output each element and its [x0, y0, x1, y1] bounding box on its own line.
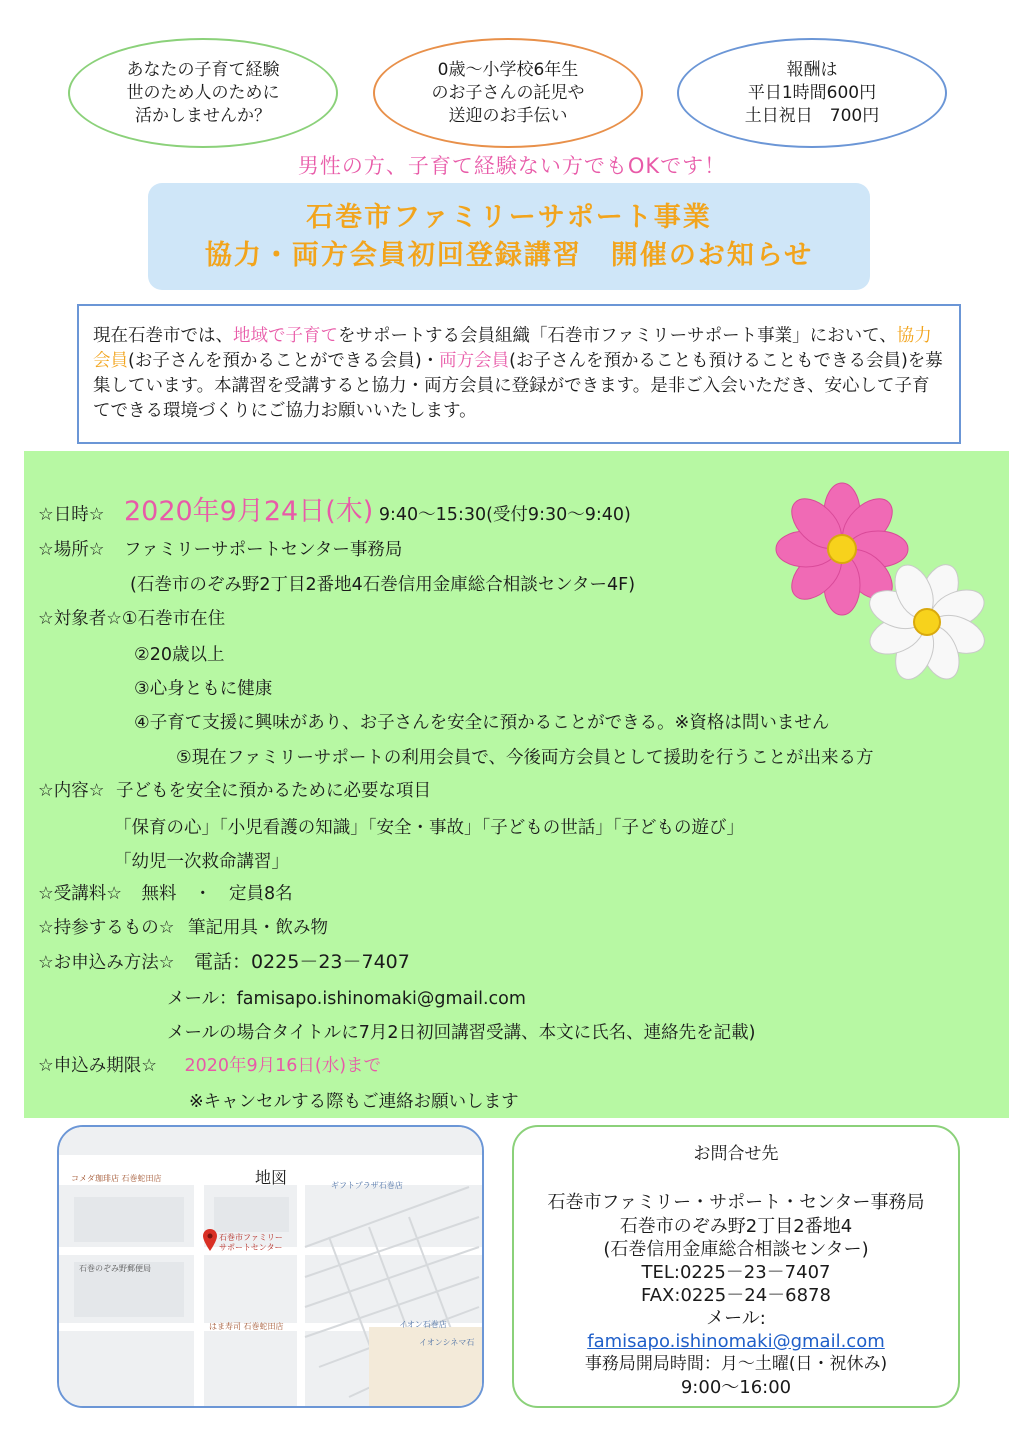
contact-mail-link[interactable]: famisapo.ishinomaki@gmail.com: [587, 1331, 885, 1352]
target-5: ⑤現在ファミリーサポートの利用会員で、今後両方会員として援助を行うことが出来る方: [176, 748, 874, 768]
fee-row: [38, 882, 293, 906]
event-time: 9:40～15:30(受付9:30～9:40): [378, 505, 631, 525]
intro-text: をサポートする会員組織「石巻市ファミリーサポート事業」において、: [338, 326, 897, 346]
bubble-support: [373, 38, 643, 148]
content-label: ☆内容☆: [38, 781, 105, 801]
apply-label: ☆お申込み方法☆: [38, 953, 175, 973]
intro-text: 現在石巻市では、: [93, 326, 233, 346]
map-label-post: 石巻のぞみ野郵便局: [79, 1264, 151, 1273]
bubble-experience: [68, 38, 338, 148]
place-address: (石巻市のぞみ野2丁目2番地4石巻信用金庫総合相談センター4F): [130, 575, 636, 595]
map-label-center-2: サポートセンター: [219, 1243, 283, 1252]
map-label-coffee: コメダ珈琲店 石巻蛇田店: [71, 1174, 162, 1183]
bring-text: 筆記用具・飲み物: [187, 918, 328, 938]
content-items: 「保育の心」「小児看護の知識」「安全・事故」「子どもの世話」「子どもの遊び」: [114, 818, 744, 838]
intro-highlight-cooperation: 協力会員: [93, 326, 932, 371]
map-label-center-1: 石巻市ファミリー: [219, 1233, 283, 1242]
intro-highlight-community: 地域で子育て: [233, 326, 338, 346]
map-label-gift: ギフトプラザ石巻店: [331, 1181, 403, 1190]
title-banner: [148, 183, 870, 290]
bubble-text: 送迎のお手伝い: [448, 105, 568, 126]
apply-mail: メール：famisapo.ishinomaki@gmail.com: [167, 989, 526, 1009]
contact-mail-label: メール:: [706, 1308, 766, 1329]
event-date: 2020年9月24日(木): [123, 496, 374, 527]
target-label: ☆対象者☆: [38, 609, 122, 629]
datetime-row: [38, 496, 631, 527]
target-1: ①石巻市在住: [121, 609, 226, 629]
bubble-text: 報酬は: [786, 59, 838, 80]
title-line-1: 石巻市ファミリーサポート事業: [306, 201, 712, 233]
apply-row: [38, 950, 410, 975]
contact-heading: お問合せ先: [693, 1144, 779, 1164]
title-line-2: 協力・両方会員初回登録講習 開催のお知らせ: [204, 239, 814, 271]
content-items-2: 「幼児一次救命講習」: [114, 852, 289, 872]
contact-hours: 9:00～16:00: [680, 1377, 792, 1398]
contact-org: 石巻市ファミリー・サポート・センター事務局: [547, 1192, 925, 1213]
map-title: 地図: [255, 1168, 288, 1187]
map-box: [57, 1125, 484, 1408]
place-label: ☆場所☆: [38, 540, 105, 560]
target-2: ②20歳以上: [134, 645, 225, 665]
target-4: ④子育て支援に興味があり、お子さんを安全に預かることができる。※資格は問いません: [134, 713, 830, 733]
contact-box: [512, 1125, 960, 1408]
map-label-aeon: イオン石巻店: [399, 1320, 447, 1329]
intro-text: (お子さんを預かることも預けることもできる会員)を募集しています。本講習を受講すると協力・両方会員に登録ができます。是非ご入会いただき、安心して子育てできる環境づくりにご協力お願いいたします。: [93, 351, 943, 421]
place-row: [38, 538, 402, 562]
contact-hours-label: 事務局開局時間：月～土曜(日・祝休み): [584, 1354, 888, 1374]
bubble-text: 活かしませんか？: [135, 105, 271, 126]
details-panel: [24, 451, 1009, 1118]
target-3: ③心身ともに健康: [134, 679, 273, 699]
contact-fax: FAX:0225－24－6878: [641, 1285, 831, 1306]
map-label-cinema: イオンシネマ石: [419, 1338, 475, 1347]
intro-box: [77, 304, 961, 444]
white-cosmos-flower-icon: [862, 557, 992, 687]
contact-building: (石巻信用金庫総合相談センター): [603, 1239, 869, 1260]
bubble-text: 土日祝日 700円: [744, 105, 880, 126]
target-row: [38, 607, 225, 631]
fee-text: 無料 ・ 定員8名: [141, 884, 293, 904]
deadline-row: [38, 1054, 381, 1078]
map-pin-icon: [203, 1229, 217, 1251]
place-name: ファミリーサポートセンター事務局: [123, 540, 403, 560]
bubble-text: 世のため人のために: [126, 82, 280, 103]
bubble-text: 平日1時間600円: [747, 82, 877, 103]
bubble-text: 0歳～小学校6年生: [437, 59, 579, 80]
deadline-label: ☆申込み期限☆: [38, 1056, 157, 1076]
bubble-text: のお子さんの託児や: [431, 82, 585, 103]
map-label-sushi: はま寿司 石巻蛇田店: [209, 1322, 284, 1331]
fee-label: ☆受講料☆: [38, 884, 122, 904]
bubble-text: あなたの子育て経験: [126, 59, 280, 80]
contact-tel: TEL:0225－23－7407: [641, 1262, 831, 1283]
deadline-date: 2020年9月16日(水)まで: [184, 1056, 382, 1076]
cancel-note: ※キャンセルする際もご連絡お願いします: [189, 1092, 519, 1112]
tagline: 男性の方、子育て経験ない方でもOKです！: [297, 154, 727, 178]
bubble-reward: [677, 38, 947, 148]
map-label-center: [219, 1233, 283, 1253]
intro-text: (お子さんを預かることができる会員)・: [128, 351, 440, 371]
apply-phone: 電話：0225－23－7407: [193, 951, 410, 973]
bring-row: [38, 916, 328, 940]
datetime-label: ☆日時☆: [38, 505, 105, 525]
content-row: [38, 779, 431, 803]
apply-note: メールの場合タイトルに7月2日初回講習受講、本文に氏名、連絡先を記載): [167, 1023, 756, 1043]
contact-address: 石巻市のぞみ野2丁目2番地4: [619, 1216, 853, 1237]
bring-label: ☆持参するもの☆: [38, 918, 175, 938]
content-text: 子どもを安全に預かるために必要な項目: [115, 781, 431, 801]
intro-highlight-both: 両方会員: [439, 351, 510, 371]
